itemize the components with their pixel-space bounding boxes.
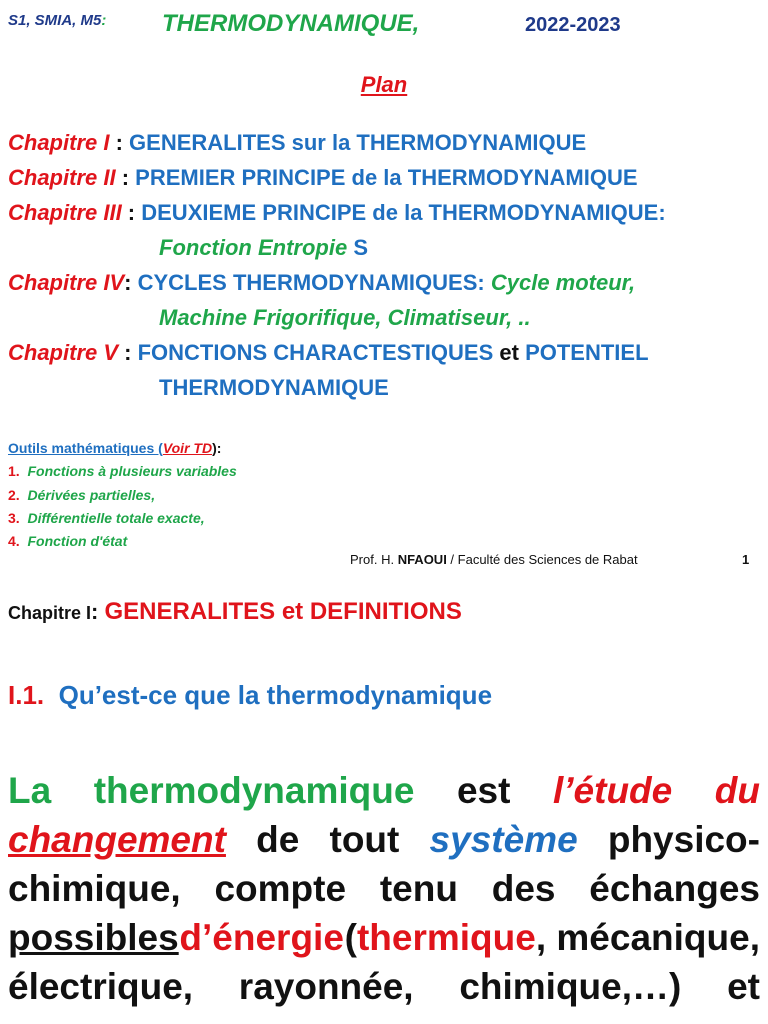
section-heading: I.1. Qu’est-ce que la thermodynamique xyxy=(8,680,493,710)
subject-title: THERMODYNAMIQUE, xyxy=(162,10,420,37)
tool-item: 1. Fonctions à plusieurs variables xyxy=(8,463,237,479)
chapter-2: Chapitre II : PREMIER PRINCIPE de la THERMODYNAMIQUE xyxy=(8,165,638,190)
chapter-3: Chapitre III : DEUXIEME PRINCIPE de la THERMODYNAMIQUE: xyxy=(8,200,666,225)
tool-item: 2. Dérivées partielles, xyxy=(8,487,156,503)
slide-footer: Prof. H. NFAOUI / Faculté des Sciences de Rabat xyxy=(350,552,638,567)
chapter-4: Chapitre IV: CYCLES THERMODYNAMIQUES: Cycle moteur, xyxy=(8,270,636,295)
chapter-heading: Chapitre I: GENERALITES et DEFINITIONS xyxy=(8,598,462,625)
tool-item: 4. Fonction d'état xyxy=(8,533,128,549)
chapter-5-continuation: THERMODYNAMIQUE xyxy=(159,375,389,400)
chapter-1: Chapitre I : GENERALITES sur la THERMODYNAMIQUE xyxy=(8,130,587,155)
chapter-4-continuation: Machine Frigorifique, Climatiseur, .. xyxy=(159,305,531,330)
tools-heading: Outils mathématiques (Voir TD): xyxy=(8,440,222,456)
academic-year: 2022-2023 xyxy=(525,14,621,36)
chapter-3-continuation: Fonction Entropie S xyxy=(159,235,368,260)
tool-item: 3. Différentielle totale exacte, xyxy=(8,510,205,526)
definition-paragraph: La thermodynamique est l’étude du changement de tout système physico- chimique, compte tenu des échanges possibles d’énergie (thermique, mécanique, électrique, rayonnée, chimique,…) et xyxy=(8,770,760,1007)
course-label: S1, SMIA, M5: xyxy=(8,12,107,29)
chapter-5: Chapitre V : FONCTIONS CHARACTESTIQUES et POTENTIEL xyxy=(8,340,649,365)
page-separator xyxy=(0,575,768,576)
page-number: 1 xyxy=(742,552,750,567)
plan-title: Plan xyxy=(360,72,408,97)
